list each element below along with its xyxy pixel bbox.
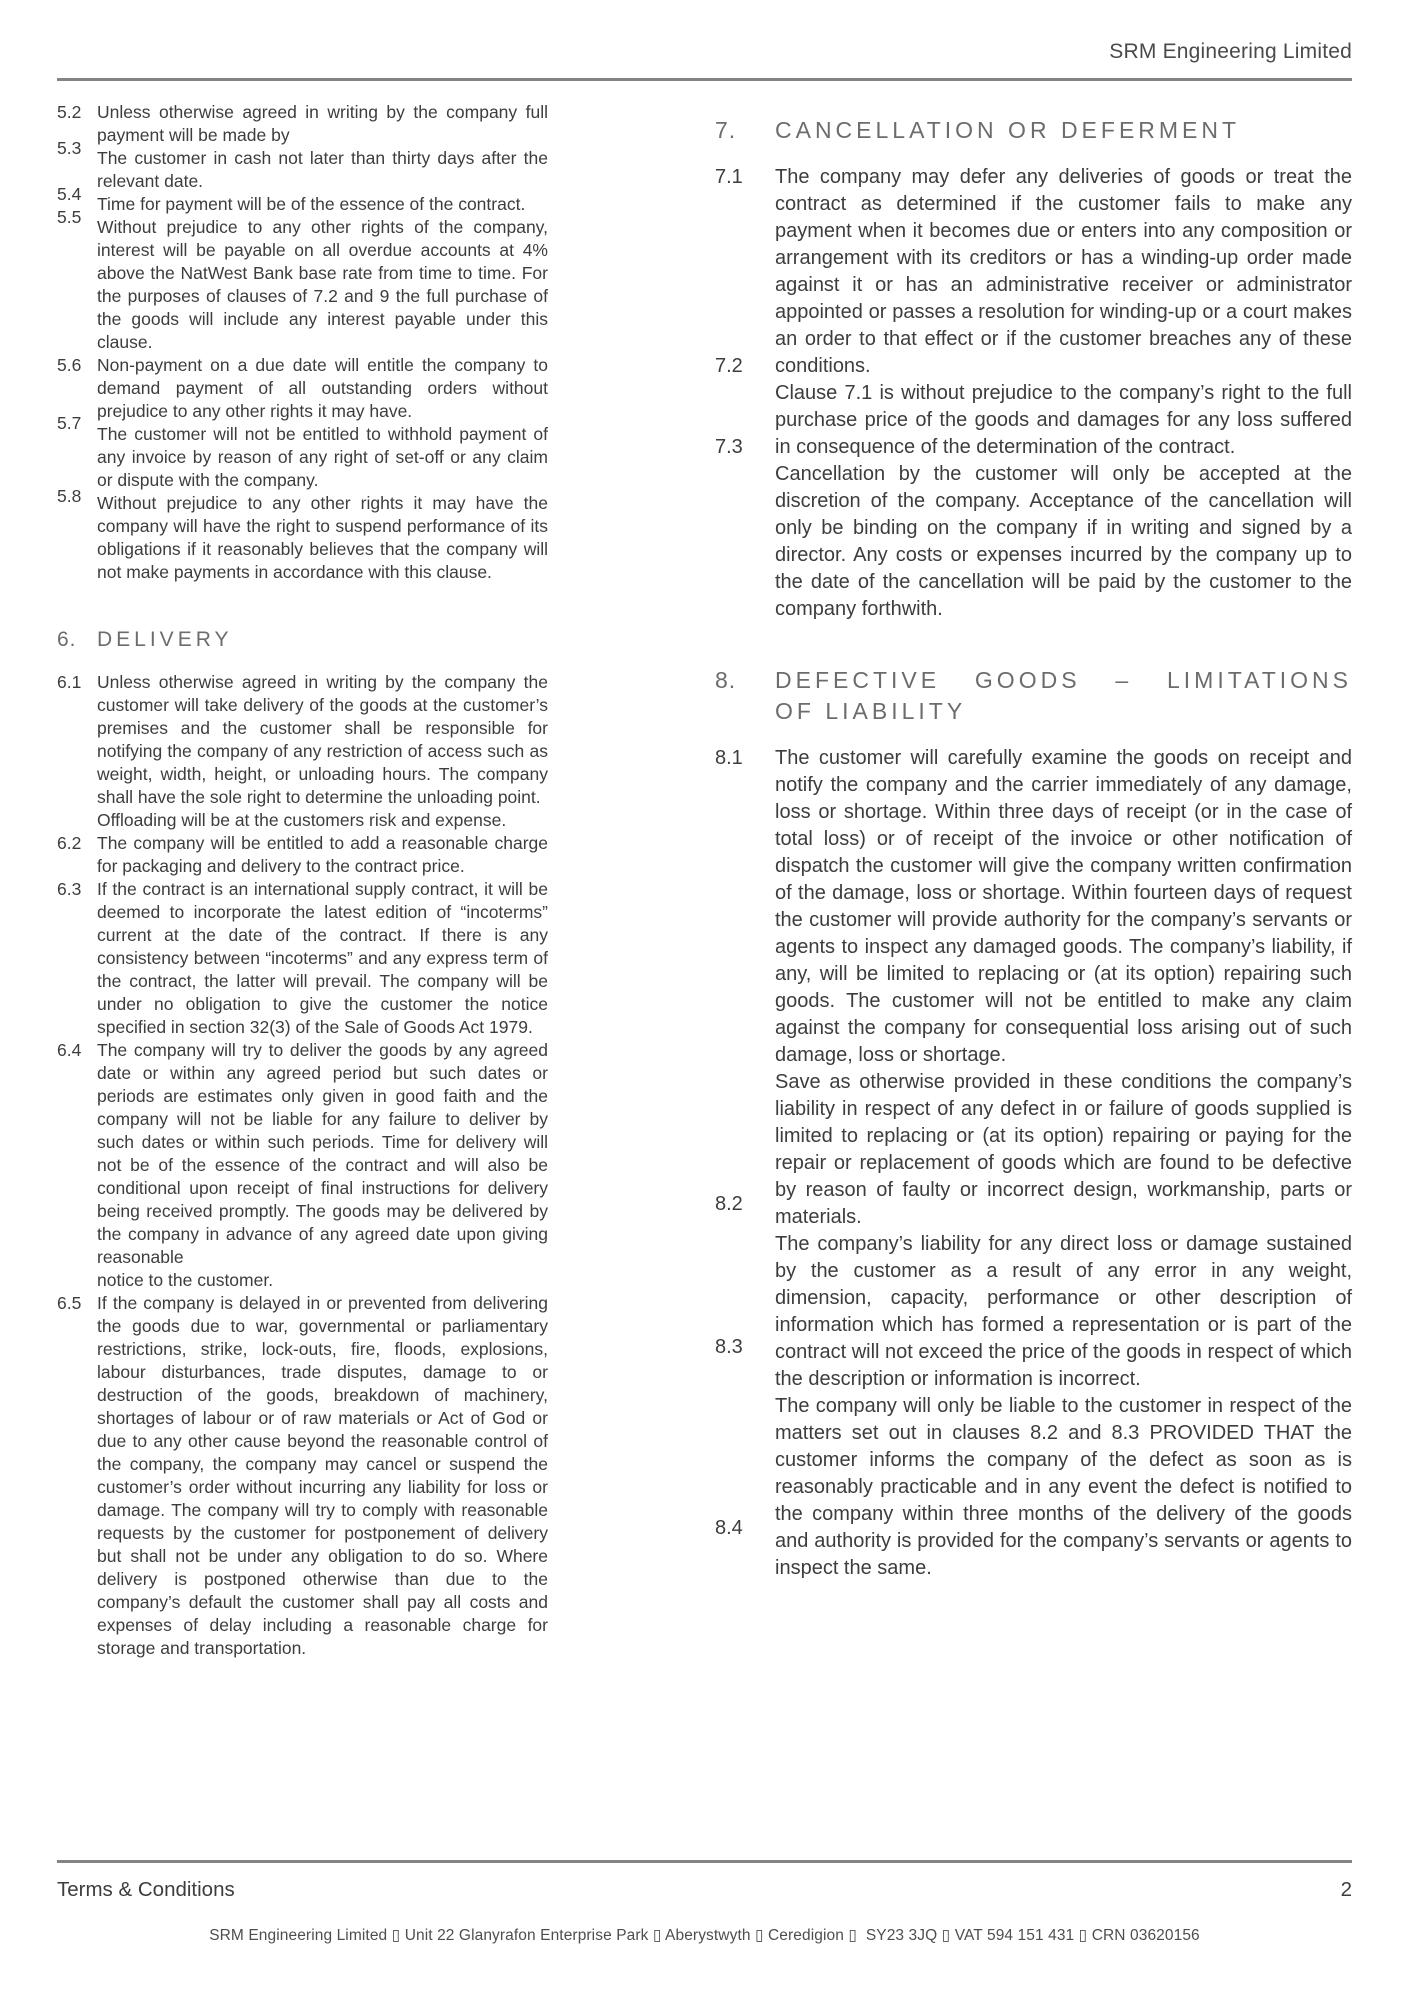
section-number: 8. xyxy=(715,667,737,693)
clause-number: 5.7 xyxy=(57,413,82,433)
clause-number: 8.2 xyxy=(715,1193,743,1215)
section-title xyxy=(775,115,1352,146)
section-number: 6. xyxy=(57,628,77,651)
section-title-line: DEFECTIVE GOODS – LIMITATIONS xyxy=(775,667,1352,693)
clause-paragraph: The company will try to deliver the goods by any agreed date or within any agreed period but such dates or periods are estimates only given in good faith and the company will not be liable for any failure to deliver by such dates or within such periods. Time for delivery will not be of the essence of the contract and will also be conditional upon receipt of final instructions for delivery being received promptly. The goods may be delivered by the company in advance of any agreed date upon giving reasonable xyxy=(97,1040,548,1267)
clause-block xyxy=(57,832,548,878)
page-footer xyxy=(57,1860,1352,1945)
section-heading xyxy=(57,626,548,653)
clause-paragraph: The customer will carefully examine the goods on receipt and notify the company and the carrier immediately of any damage, loss or shortage. Within three days of receipt (or in the case of total loss) or of receipt of the invoice or other notification of dispatch the customer will give the company written confirmation of the damage, loss or shortage. Within fourteen days of request the customer will provide authority for the company’s servants or agents to inspect any damaged goods. The company’s liability, if any, will be limited to replacing or (at its option) repairing such goods. The customer will not be entitled to make any claim against the company for consequential loss arising out of such damage, loss or shortage. xyxy=(775,747,1352,1066)
clause-number: 5.4 xyxy=(57,184,82,204)
clause-number: 5.6 xyxy=(57,355,82,375)
section-heading xyxy=(715,665,1352,727)
clause-paragraph: Non-payment on a due date will entitle the company to demand payment of all outstanding orders without prejudice to any other rights it may have. xyxy=(97,355,548,421)
clause-number: 7.1 xyxy=(715,166,743,188)
clause-number: 6.2 xyxy=(57,833,82,853)
section-heading xyxy=(715,115,1352,146)
clause-number: 7.2 xyxy=(715,355,743,377)
clause-number: 5.5 xyxy=(57,207,82,227)
clause-body xyxy=(775,1393,1352,1582)
clause-paragraph: Time for payment will be of the essence of the contract. xyxy=(97,194,526,214)
clause-paragraph: The company will be entitled to add a reasonable charge for packaging and delivery to the contract price. xyxy=(97,833,548,876)
left-column xyxy=(57,101,548,1660)
clause-body xyxy=(97,878,548,1039)
two-column-content xyxy=(57,101,1352,1660)
clause-block xyxy=(57,354,548,423)
clause-paragraph: Offloading will be at the customers risk and expense. xyxy=(97,810,507,830)
clause-block xyxy=(57,671,548,832)
clause-paragraph: notice to the customer. xyxy=(97,1270,274,1290)
clause-block xyxy=(57,184,548,216)
header-rule xyxy=(57,78,1352,81)
clause-block xyxy=(715,1336,1352,1582)
clause-paragraph: Unless otherwise agreed in writing by the company the customer will take delivery of the goods at the customer’s premises and the customer shall be responsible for notifying the company of any restriction of access such as weight, width, height, or unloading hours. The company shall have the sole right to determine the unloading point. xyxy=(97,672,548,807)
clause-body xyxy=(775,461,1352,623)
footer-row xyxy=(57,1878,1352,1902)
clause-block xyxy=(57,486,548,584)
clause-number: 6.5 xyxy=(57,1293,82,1313)
footer-address: SRM Engineering Limited ▯ Unit 22 Glanyrafon Enterprise Park ▯ Aberystwyth ▯ Ceredigion ▯ SY23 3JQ ▯ VAT 594 151 431 ▯ CRN 03620156 xyxy=(209,1927,1200,1944)
clause-number: 7.3 xyxy=(715,436,743,458)
clause-number: 5.3 xyxy=(57,138,82,158)
clause-paragraph: Without prejudice to any other rights of the company, interest will be payable on all overdue accounts at 4% above the NatWest Bank base rate from time to time. For the purposes of clauses of 7.2 and 9 the full purchase of the goods will include any interest payable under this clause. xyxy=(97,217,548,352)
section-title xyxy=(775,665,1352,727)
section-title xyxy=(97,626,548,653)
clause-body xyxy=(97,492,548,584)
clause-block xyxy=(715,745,1352,1231)
clause-body xyxy=(97,1292,548,1660)
clause-paragraph: If the company is delayed in or prevented from delivering the goods due to war, governmental or parliamentary restrictions, strike, lock-outs, fire, floods, explosions, labour disturbances, trade disputes, damage to or destruction of the goods, breakdown of machinery, shortages of labour or of raw materials or Act of God or due to any other cause beyond the reasonable control of the company, the company may cancel or suspend the customer’s order without incurring any liability for loss or damage. The company will try to comply with reasonable requests by the customer for postponement of delivery but shall not be under any obligation to do so. Where delivery is postponed otherwise than due to the company’s default the customer shall pay all costs and expenses of delay including a reasonable charge for storage and transportation. xyxy=(97,1293,548,1658)
company-name: SRM Engineering Limited xyxy=(1109,40,1352,63)
clause-block xyxy=(57,101,548,147)
clause-block xyxy=(57,138,548,193)
clause-body xyxy=(97,101,548,147)
section-number: 7. xyxy=(715,117,737,143)
clause-paragraph: Save as otherwise provided in these conditions the company’s liability in respect of any defect in or failure of goods supplied is limited to replacing or (at its option) repairing or paying for the repair or replacement of goods which are found to be defective by reason of faulty or incorrect design, workmanship, parts or materials. xyxy=(775,1071,1352,1228)
clause-block xyxy=(715,164,1352,380)
clause-body xyxy=(97,832,548,878)
clause-body xyxy=(775,1231,1352,1393)
clause-paragraph: The company’s liability for any direct loss or damage sustained by the customer as a result of any error in any weight, dimension, capacity, performance or other description of information which has formed a representation or is part of the contract will not exceed the price of the goods in respect of which the description or information is incorrect. xyxy=(775,1233,1352,1390)
clause-number: 8.3 xyxy=(715,1336,743,1358)
clause-number: 6.1 xyxy=(57,672,82,692)
section-title-line: DELIVERY xyxy=(97,628,233,651)
clause-body xyxy=(97,423,548,492)
clause-body xyxy=(775,164,1352,380)
clause-block xyxy=(57,413,548,492)
clause-body xyxy=(97,147,548,193)
clause-paragraph: The company may defer any deliveries of goods or treat the contract as determined if the customer fails to make any payment when it becomes due or enters into any composition or arrangement with its creditors or has a winding-up order made against it or has an administrative receiver or administrator appointed or passes a resolution for winding-up or a court makes an order to that effect or if the customer breaches any of these conditions. xyxy=(775,166,1352,377)
clause-body xyxy=(97,193,548,216)
clause-body xyxy=(97,354,548,423)
clause-body xyxy=(97,671,548,832)
clause-block xyxy=(715,1193,1352,1393)
clause-block xyxy=(57,207,548,354)
clause-paragraph: The customer in cash not later than thirty days after the relevant date. xyxy=(97,148,548,191)
clause-block xyxy=(57,1292,548,1660)
clause-body xyxy=(775,745,1352,1231)
clause-number: 6.4 xyxy=(57,1040,82,1060)
clause-paragraph: Cancellation by the customer will only be accepted at the discretion of the company. Acceptance of the cancellation will only be binding on the company if in writing and signed by a director. Any costs or expenses incurred by the company up to the date of the cancellation will be paid by the customer to the company forthwith. xyxy=(775,463,1352,620)
section-title-line: OF LIABILITY xyxy=(775,698,967,724)
right-column xyxy=(715,101,1352,1582)
clause-paragraph: The customer will not be entitled to withhold payment of any invoice by reason of any right of set-off or any claim or dispute with the company. xyxy=(97,424,548,490)
clause-body xyxy=(775,380,1352,461)
clause-number: 6.3 xyxy=(57,879,82,899)
page-number: 2 xyxy=(1340,1878,1352,1901)
page-header xyxy=(0,0,1410,81)
clause-paragraph: The company will only be liable to the customer in respect of the matters set out in clauses 8.2 and 8.3 PROVIDED THAT the customer informs the company of the defect as soon as is reasonably practicable and in any event the defect is notified to the company within three months of the delivery of the goods and authority is provided for the company’s servants or agents to inspect the same. xyxy=(775,1395,1352,1579)
footer-doc-title: Terms & Conditions xyxy=(57,1878,235,1901)
clause-paragraph: If the contract is an international supply contract, it will be deemed to incorporate the latest edition of “incoterms” current at the date of the contract. If there is any consistency between “incoterms” and any express term of the contract, the latter will prevail. The company will be under no obligation to give the customer the notice specified in section 32(3) of the Sale of Goods Act 1979. xyxy=(97,879,548,1037)
clause-number: 5.8 xyxy=(57,486,82,506)
clause-block xyxy=(57,878,548,1039)
clause-number: 5.2 xyxy=(57,102,82,122)
clause-paragraph: Clause 7.1 is without prejudice to the company’s right to the full purchase price of the goods and damages for any loss suffered in consequence of the determination of the contract. xyxy=(775,382,1352,458)
clause-body xyxy=(97,216,548,354)
section-title-line: CANCELLATION OR DEFERMENT xyxy=(775,117,1241,143)
clause-block xyxy=(715,355,1352,461)
clause-number: 8.4 xyxy=(715,1517,743,1539)
clause-paragraph: Unless otherwise agreed in writing by the company full payment will be made by xyxy=(97,102,548,145)
clause-block xyxy=(57,1039,548,1292)
clause-paragraph: Without prejudice to any other rights it may have the company will have the right to suspend performance of its obligations if it reasonably believes that the company will not make payments in accordance with this clause. xyxy=(97,493,548,582)
footer-rule xyxy=(57,1860,1352,1863)
clause-number: 8.1 xyxy=(715,747,743,769)
clause-block xyxy=(715,436,1352,623)
clause-body xyxy=(97,1039,548,1292)
